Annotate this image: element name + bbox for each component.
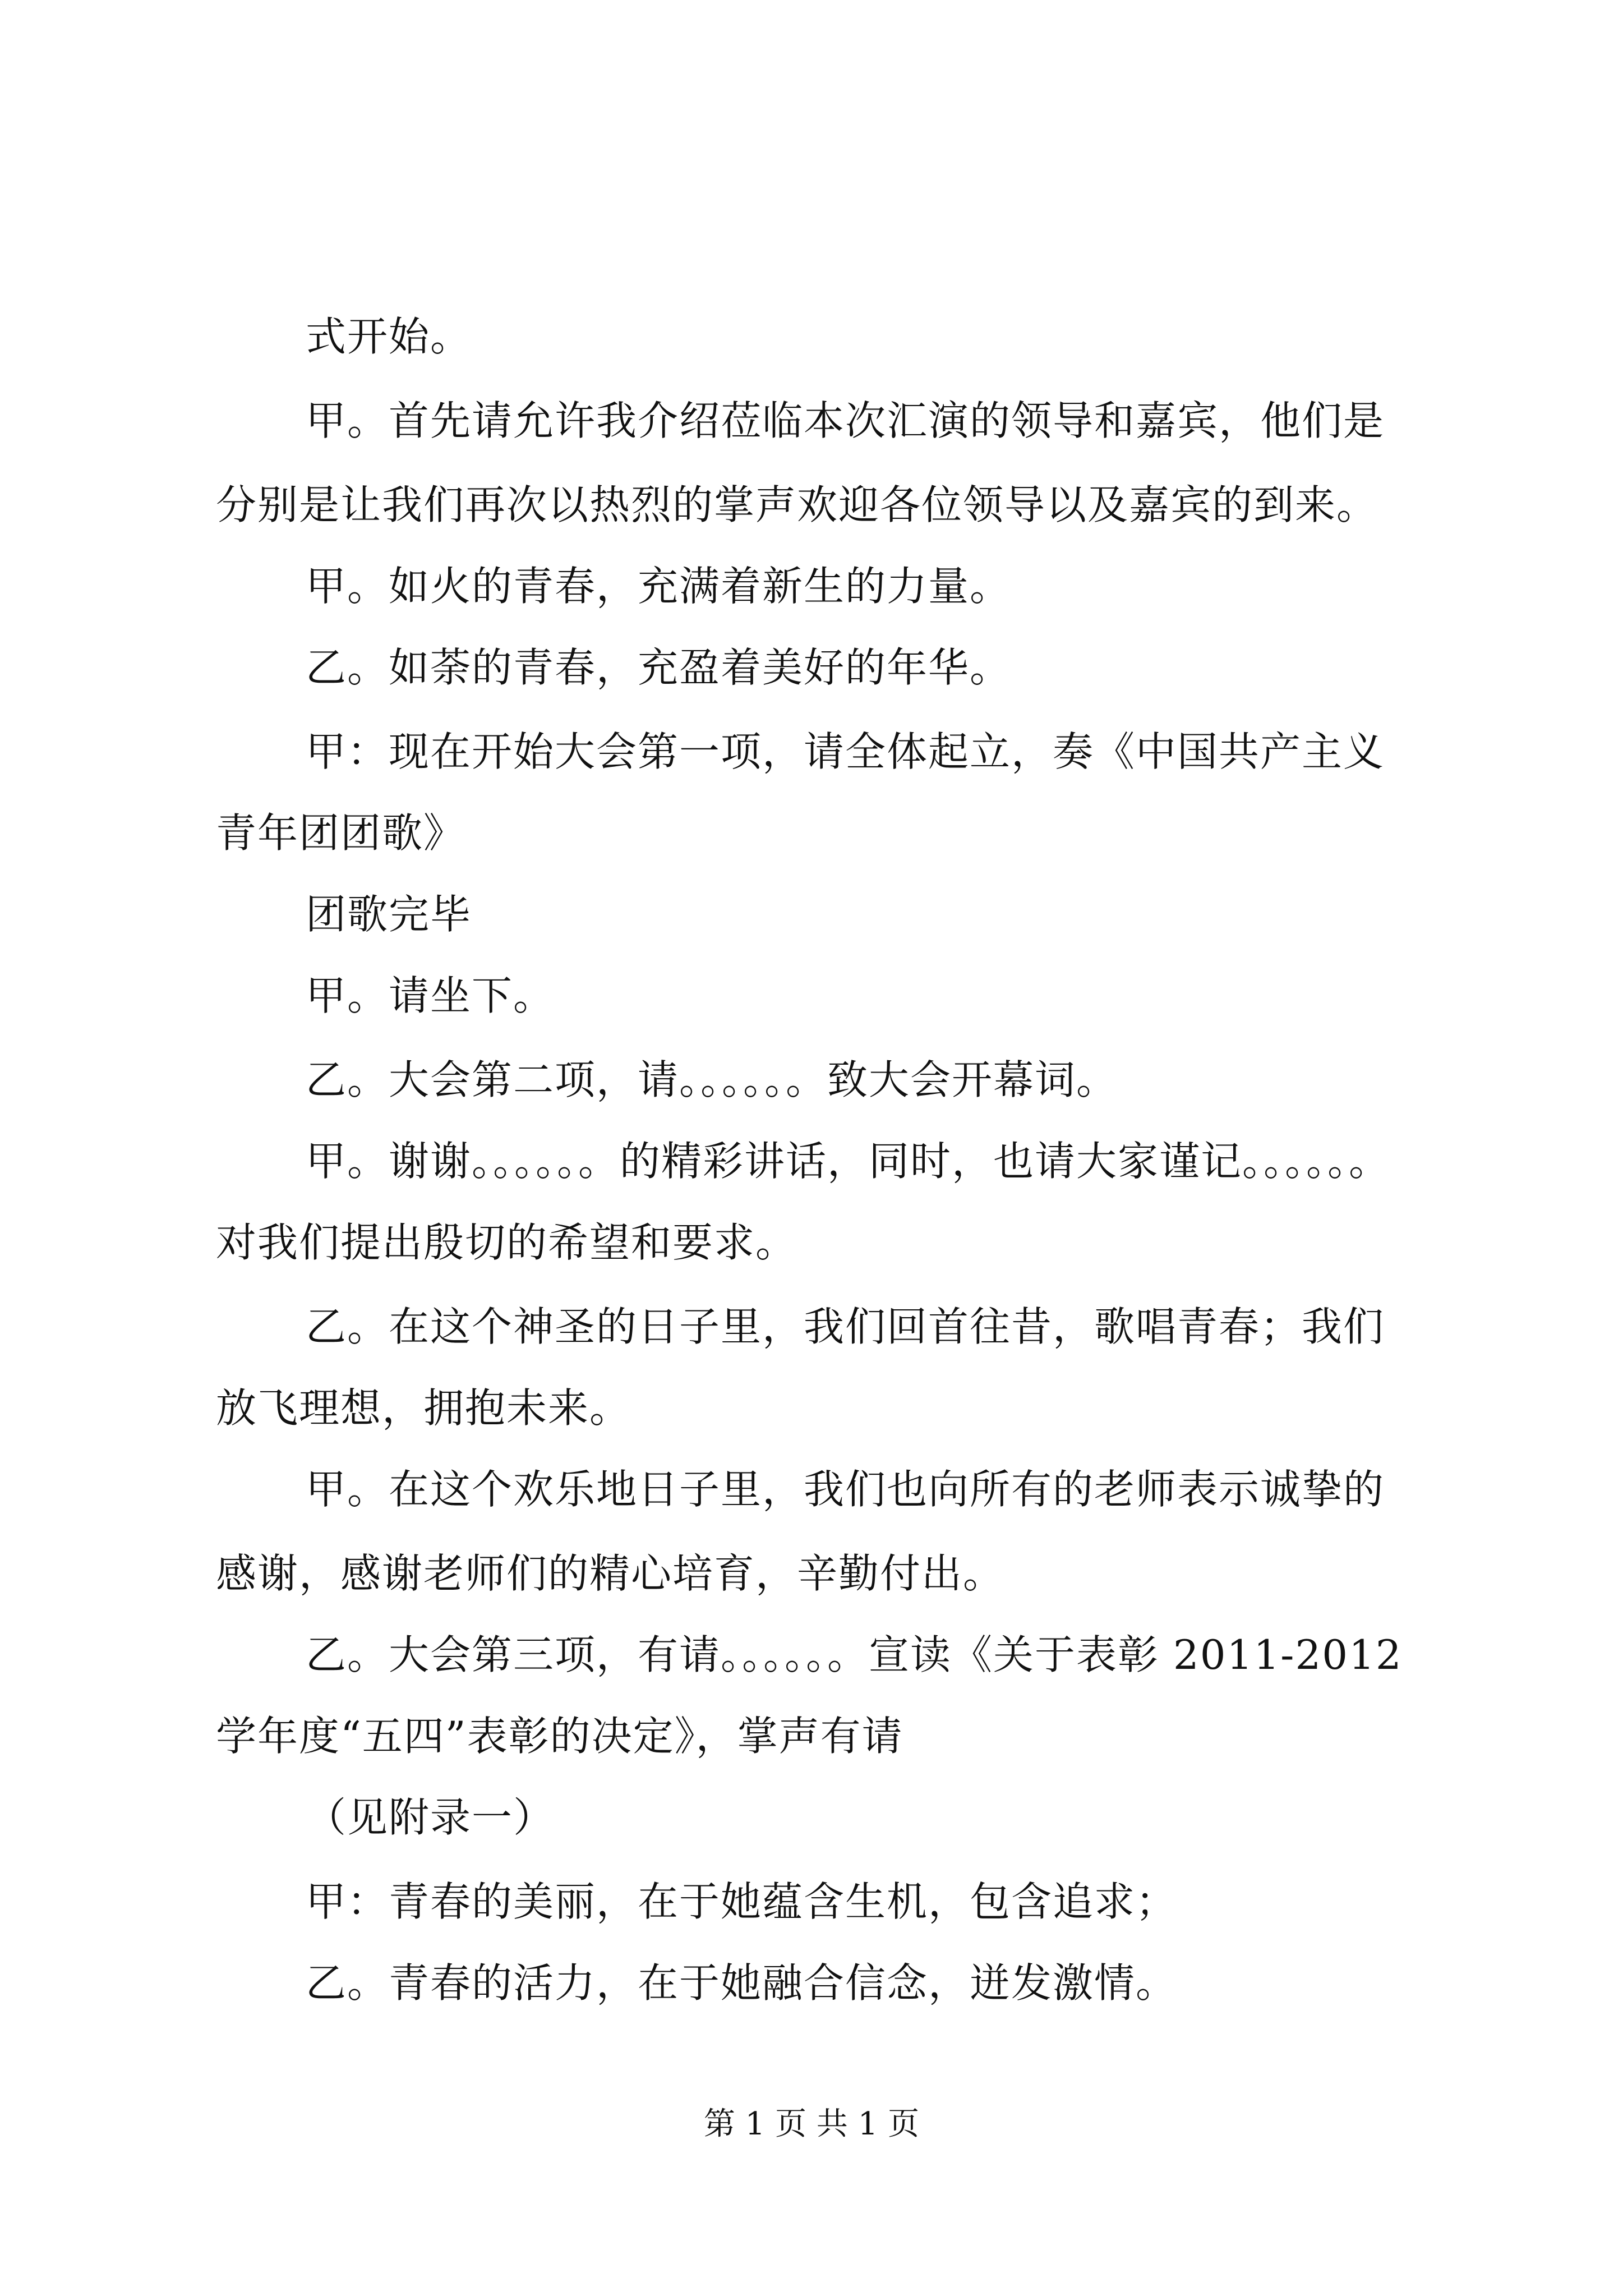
text-line: 乙。在这个神圣的日子里，我们回首往昔，歌唱青春；我们 [306,1303,1385,1350]
text-line: 甲。如火的青春，充满着新生的力量。 [306,563,1012,610]
text-line: 团歌完毕 [306,891,472,938]
text-line: 分别是让我们再次以热烈的掌声欢迎各位领导以及嘉宾的到来。 [216,481,1378,528]
text-line: 甲。请坐下。 [306,972,555,1019]
text-line: 放飞理想，拥抱未来。 [216,1384,631,1432]
text-line: 甲。首先请允许我介绍莅临本次汇演的领导和嘉宾，他们是 [306,397,1385,444]
text-line: 甲：青春的美丽，在于她蕴含生机，包含追求； [306,1878,1178,1925]
page-footer: 第 1 页 共 1 页 [703,2106,920,2142]
text-line: 乙。青春的活力，在于她融合信念，迸发激情。 [306,1959,1178,2007]
text-line: （见附录一） [306,1794,555,1841]
text-line: 乙。如荼的青春，充盈着美好的年华。 [306,644,1012,691]
text-line: 感谢，感谢老师们的精心培育，辛勤付出。 [216,1550,1005,1597]
text-line: 乙。大会第二项，请。。。。。。致大会开幕词。 [306,1056,1118,1103]
text-line: 乙。大会第三项，有请。。。。。。宣读《关于表彰 2011-2012 [306,1631,1403,1678]
text-line: 对我们提出殷切的希望和要求。 [216,1219,797,1266]
text-line: 甲。在这个欢乐地日子里，我们也向所有的老师表示诚挚的 [306,1466,1385,1513]
text-line: 学年度“五四”表彰的决定》，掌声有请 [216,1713,903,1760]
text-line: 式开始。 [306,313,472,360]
text-line: 甲：现在开始大会第一项，请全体起立，奏《中国共产主义 [306,728,1385,775]
text-line: 甲。谢谢。。。。。。的精彩讲话，同时，也请大家谨记。。。。。。 [306,1138,1391,1185]
text-line: 青年团团歌》 [216,809,465,857]
